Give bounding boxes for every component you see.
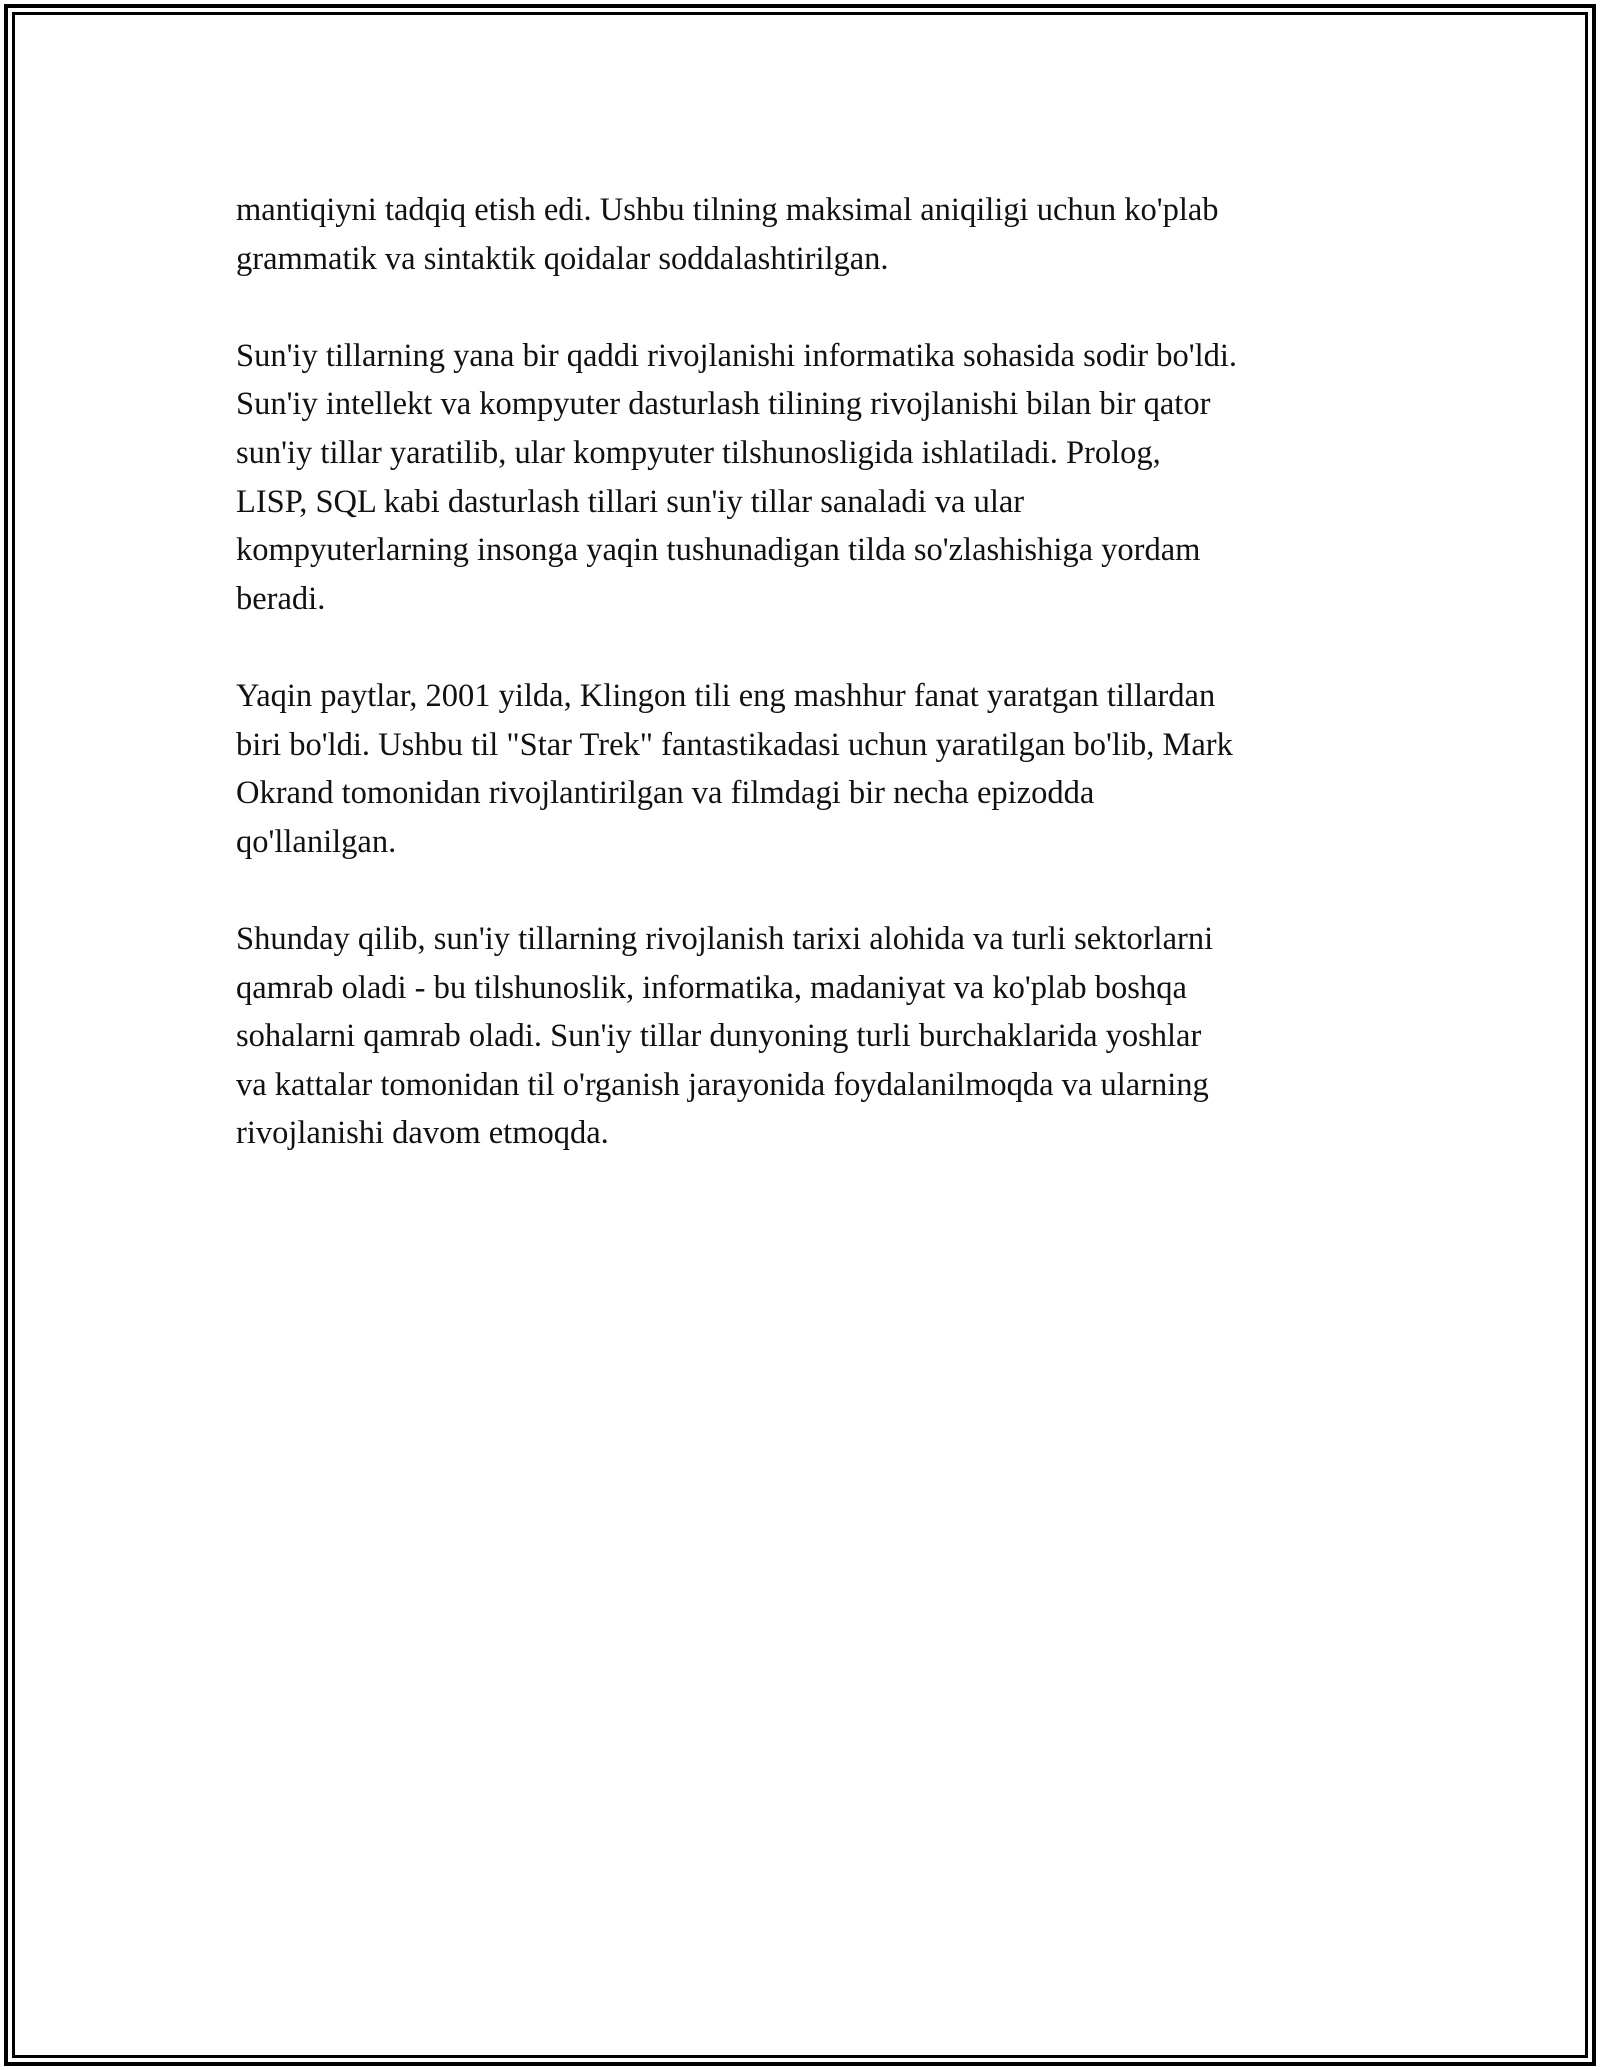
document-body	[236, 186, 1376, 1206]
paragraph-4: Shunday qilib, sun'iy tillarning rivojlanish tarixi alohida va turli sektorlarni qamrab oladi - bu tilshunoslik, informatika, madaniyat va ko'plab boshqa sohalarni qamrab oladi. Sun'iy tillar dunyoning turli burchaklarida yoshlar va kattalar tomonidan til o'rganish jarayonida foydalanilmoqda va ularning rivojlanishi davom etmoqda.	[236, 920, 1214, 1152]
paragraph-2: Sun'iy tillarning yana bir qaddi rivojlanishi informatika sohasida sodir bo'ldi. Sun'iy intellekt va kompyuter dasturlash tilining rivojlanishi bilan bir qator sun'iy tillar yaratilib, ular kompyuter tilshunosligida ishlatiladi. Prolog, LISP, SQL kabi dasturlash tillari sun'iy tillar sanaladi va ular kompyuterlarning insonga yaqin tushunadigan tilda so'zlashishiga yordam beradi.	[236, 337, 1238, 617]
paragraph-1: mantiqiyni tadqiq etish edi. Ushbu tilning maksimal aniqiligi uchun ko'plab grammatik va sintaktik qoidalar soddalashtirilgan.	[236, 192, 1219, 277]
paragraph-3: Yaqin paytlar, 2001 yilda, Klingon tili eng mashhur fanat yaratgan tillardan biri bo'ldi. Ushbu til "Star Trek" fantastikadasi uchun yaratilgan bo'lib, Mark Okrand tomonidan rivojlantirilgan va filmdagi bir necha epizodda qo'llanilgan.	[236, 677, 1233, 860]
